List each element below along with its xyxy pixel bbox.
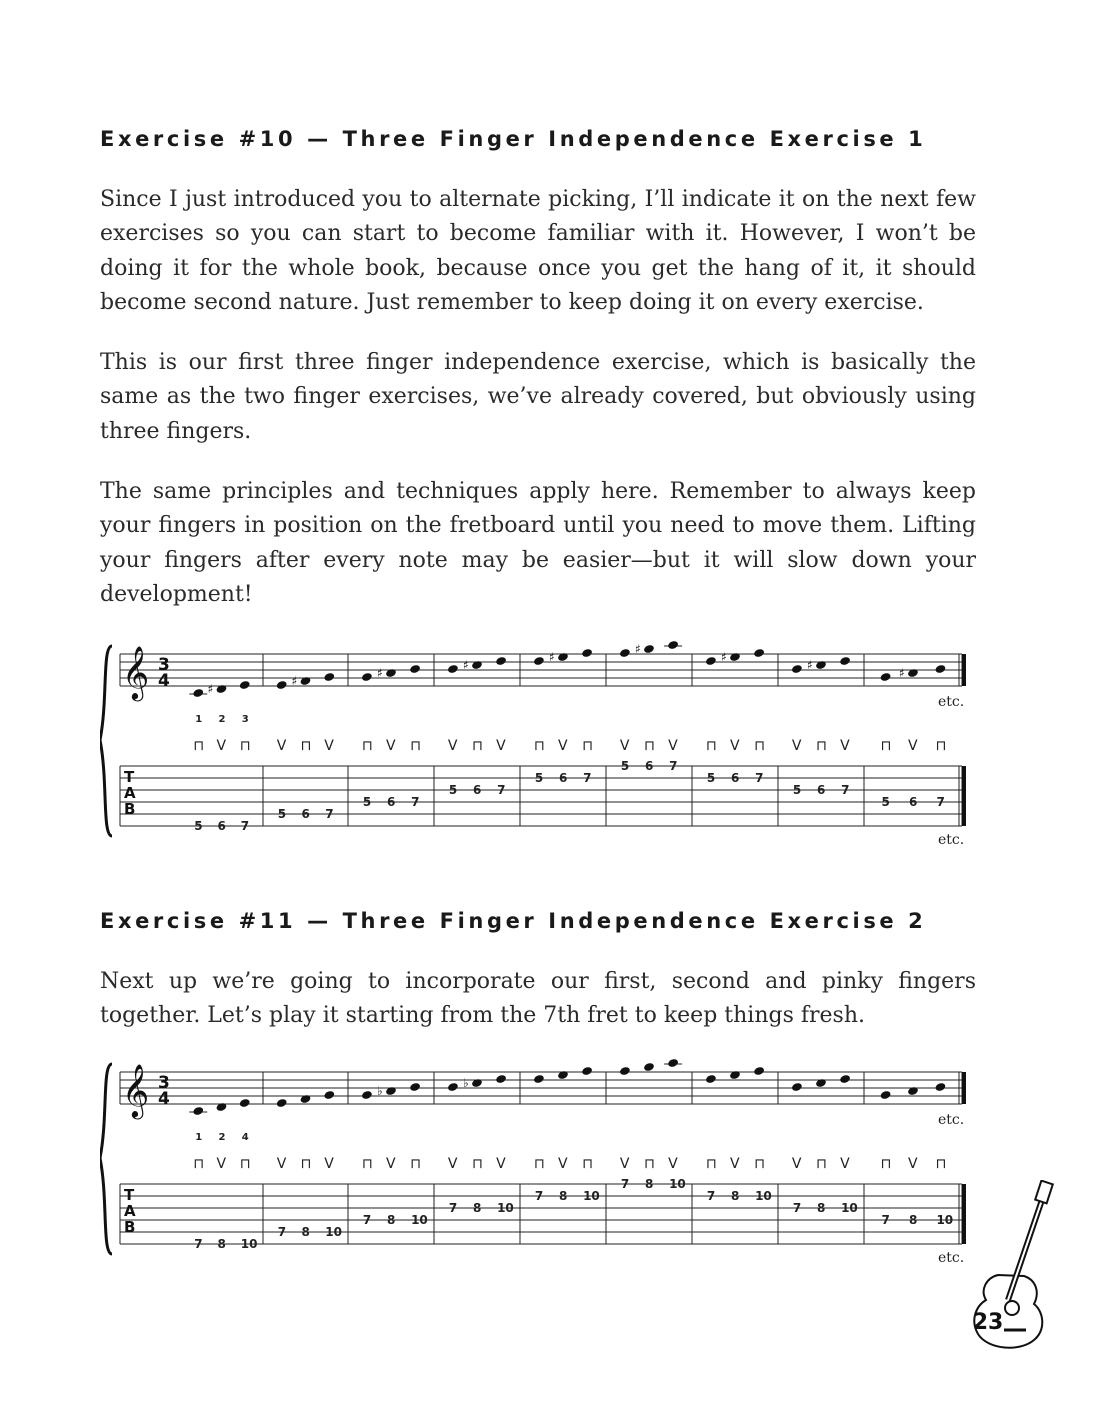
notehead bbox=[753, 1066, 765, 1076]
downstroke-mark: ⊓ bbox=[816, 738, 827, 754]
downstroke-mark: ⊓ bbox=[705, 738, 717, 754]
tab-label-a: A bbox=[124, 784, 136, 802]
notehead bbox=[276, 1098, 288, 1108]
downstroke-mark: ⊓ bbox=[754, 738, 766, 754]
exercise-11-notation bbox=[100, 1058, 980, 1272]
tab-fret-number: 8 bbox=[301, 1225, 310, 1239]
notehead bbox=[216, 1102, 228, 1112]
tab-fret-number: 7 bbox=[583, 771, 592, 785]
exercise-10-paragraph-1: Since I just introduced you to alternate picking, I’ll indicate it on the next few exercises so you can start to become familiar with it. However, I won’t be doing it for the whole book, because once you get the hang of it, it should become second nature. Just remember to keep doing it on every exercise. bbox=[100, 187, 976, 316]
notehead bbox=[300, 1094, 312, 1104]
tab-fret-number: 7 bbox=[448, 1201, 458, 1215]
time-signature-bottom: 4 bbox=[158, 1089, 170, 1109]
upstroke-mark: V bbox=[447, 1156, 458, 1172]
upstroke-mark: V bbox=[730, 1156, 740, 1172]
tab-fret-number: 7 bbox=[277, 1225, 287, 1239]
notehead bbox=[880, 1090, 892, 1100]
downstroke-mark: ⊓ bbox=[935, 1156, 947, 1172]
time-signature-bottom: 4 bbox=[158, 671, 170, 691]
exercise-10-notation bbox=[100, 640, 980, 854]
fingering-number: 1 bbox=[195, 1132, 203, 1143]
tab-fret-number: 10 bbox=[936, 1213, 954, 1227]
notehead bbox=[619, 648, 631, 658]
sharp-sign: ♯ bbox=[635, 642, 641, 656]
page-number: 23 bbox=[972, 1310, 1004, 1335]
notehead bbox=[533, 656, 545, 666]
tab-fret-number: 6 bbox=[817, 783, 826, 797]
downstroke-mark: ⊓ bbox=[816, 1156, 827, 1172]
notehead bbox=[361, 1090, 373, 1100]
sharp-sign: ♯ bbox=[291, 674, 298, 688]
fingering-number: 2 bbox=[218, 714, 226, 725]
downstroke-mark: ⊓ bbox=[300, 738, 312, 754]
notehead bbox=[385, 1086, 397, 1096]
notehead bbox=[361, 672, 373, 682]
notehead bbox=[880, 672, 892, 682]
tab-fret-number: 8 bbox=[559, 1189, 568, 1203]
downstroke-mark: ⊓ bbox=[533, 738, 545, 754]
final-tab-barline-thick bbox=[962, 766, 966, 826]
downstroke-mark: ⊓ bbox=[410, 1156, 422, 1172]
upstroke-mark: V bbox=[276, 738, 287, 754]
tab-fret-number: 10 bbox=[755, 1189, 772, 1203]
tab-fret-number: 6 bbox=[301, 807, 310, 821]
notehead bbox=[581, 648, 593, 658]
notehead bbox=[323, 672, 335, 682]
sharp-sign: ♯ bbox=[721, 650, 727, 664]
downstroke-mark: ⊓ bbox=[361, 1156, 373, 1172]
notehead bbox=[667, 1058, 679, 1068]
tab-label-b: B bbox=[124, 800, 136, 818]
upstroke-mark: V bbox=[558, 738, 568, 754]
notehead bbox=[729, 1070, 741, 1080]
notehead bbox=[815, 660, 827, 670]
downstroke-mark: ⊓ bbox=[582, 1156, 594, 1172]
upstroke-mark: V bbox=[496, 1156, 506, 1172]
tab-fret-number: 6 bbox=[559, 771, 568, 785]
tab-fret-number: 5 bbox=[362, 795, 372, 809]
tab-fret-number: 8 bbox=[473, 1201, 482, 1215]
upstroke-mark: V bbox=[619, 738, 630, 754]
tab-fret-number: 6 bbox=[645, 759, 654, 773]
tab-fret-number: 6 bbox=[217, 819, 226, 833]
upstroke-mark: V bbox=[496, 738, 506, 754]
notehead bbox=[447, 1082, 459, 1092]
upstroke-mark: V bbox=[216, 1156, 227, 1172]
tab-fret-number: 6 bbox=[387, 795, 396, 809]
notehead bbox=[495, 656, 507, 666]
tab-fret-number: 7 bbox=[194, 1237, 203, 1251]
exercise-11-heading: Exercise #11 — Three Finger Independence Exercise 2 bbox=[100, 909, 927, 933]
tab-label-t: T bbox=[124, 1186, 135, 1204]
notehead bbox=[471, 1078, 483, 1088]
downstroke-mark: ⊓ bbox=[935, 738, 947, 754]
downstroke-mark: ⊓ bbox=[239, 738, 251, 754]
notehead bbox=[239, 1098, 251, 1108]
fingering-number: 3 bbox=[241, 714, 249, 725]
tab-fret-number: 5 bbox=[881, 795, 890, 809]
tab-fret-number: 6 bbox=[909, 795, 918, 809]
tab-fret-number: 10 bbox=[841, 1201, 858, 1215]
etc-label-staff: etc. bbox=[938, 694, 965, 710]
tab-fret-number: 8 bbox=[909, 1213, 918, 1227]
notehead bbox=[447, 664, 459, 674]
tab-fret-number: 8 bbox=[645, 1177, 654, 1191]
upstroke-mark: V bbox=[324, 738, 334, 754]
tab-fret-number: 10 bbox=[669, 1177, 686, 1191]
notehead bbox=[643, 1062, 655, 1072]
exercise-11-staff-and-tab bbox=[100, 1058, 980, 1268]
downstroke-mark: ⊓ bbox=[193, 738, 205, 754]
fingering-number: 2 bbox=[218, 1132, 226, 1143]
etc-label-staff: etc. bbox=[938, 1112, 965, 1128]
downstroke-mark: ⊓ bbox=[193, 1156, 205, 1172]
upstroke-mark: V bbox=[386, 1156, 396, 1172]
tab-fret-number: 5 bbox=[620, 759, 630, 773]
exercise-10-heading: Exercise #10 — Three Finger Independence Exercise 1 bbox=[100, 127, 927, 151]
tab-fret-number: 5 bbox=[277, 807, 287, 821]
upstroke-mark: V bbox=[324, 1156, 334, 1172]
tab-fret-number: 6 bbox=[731, 771, 740, 785]
tab-fret-number: 7 bbox=[792, 1201, 802, 1215]
final-barline-thick bbox=[962, 654, 966, 686]
sharp-sign: ♯ bbox=[207, 682, 214, 696]
sharp-sign: ♯ bbox=[899, 666, 905, 680]
flat-sign: ♭ bbox=[377, 1084, 383, 1098]
tab-fret-number: 8 bbox=[731, 1189, 740, 1203]
upstroke-mark: V bbox=[791, 1156, 802, 1172]
tab-fret-number: 10 bbox=[325, 1225, 343, 1239]
treble-clef: 𝄞 bbox=[122, 1063, 150, 1117]
tab-label-t: T bbox=[124, 768, 135, 786]
notehead bbox=[239, 680, 251, 690]
notehead bbox=[192, 1106, 204, 1116]
upstroke-mark: V bbox=[730, 738, 740, 754]
exercise-10-paragraph-3: The same principles and techniques apply here. Remember to always keep your fingers in position on the fretboard until you need to move them. Lifting your fingers after every note may be easier—but it will slow down your development! bbox=[100, 479, 976, 608]
notehead bbox=[409, 664, 421, 674]
notehead bbox=[323, 1090, 335, 1100]
notehead bbox=[839, 1074, 851, 1084]
notehead bbox=[753, 648, 765, 658]
notehead bbox=[815, 1078, 827, 1088]
notehead bbox=[533, 1074, 545, 1084]
upstroke-mark: V bbox=[619, 1156, 630, 1172]
tab-fret-number: 8 bbox=[387, 1213, 396, 1227]
notehead bbox=[557, 1070, 569, 1080]
tab-fret-number: 5 bbox=[194, 819, 203, 833]
downstroke-mark: ⊓ bbox=[880, 1156, 892, 1172]
upstroke-mark: V bbox=[276, 1156, 287, 1172]
upstroke-mark: V bbox=[908, 1156, 918, 1172]
upstroke-mark: V bbox=[908, 738, 918, 754]
tab-fret-number: 7 bbox=[841, 783, 850, 797]
upstroke-mark: V bbox=[840, 738, 850, 754]
notehead bbox=[705, 656, 717, 666]
sharp-sign: ♯ bbox=[549, 650, 555, 664]
notehead bbox=[300, 676, 312, 686]
tab-fret-number: 7 bbox=[620, 1177, 630, 1191]
tab-fret-number: 5 bbox=[792, 783, 802, 797]
tab-fret-number: 8 bbox=[217, 1237, 226, 1251]
exercise-10-staff-and-tab bbox=[100, 640, 980, 850]
notehead bbox=[935, 1082, 947, 1092]
tab-fret-number: 7 bbox=[325, 807, 334, 821]
notehead bbox=[409, 1082, 421, 1092]
notehead bbox=[495, 1074, 507, 1084]
tab-fret-number: 7 bbox=[497, 783, 506, 797]
downstroke-mark: ⊓ bbox=[472, 738, 483, 754]
etc-label-tab: etc. bbox=[938, 832, 965, 848]
upstroke-mark: V bbox=[216, 738, 227, 754]
tab-fret-number: 7 bbox=[362, 1213, 372, 1227]
downstroke-mark: ⊓ bbox=[410, 738, 422, 754]
tab-fret-number: 7 bbox=[755, 771, 764, 785]
downstroke-mark: ⊓ bbox=[533, 1156, 545, 1172]
tab-label-b: B bbox=[124, 1218, 136, 1236]
etc-label-tab: etc. bbox=[938, 1250, 965, 1266]
tab-fret-number: 8 bbox=[817, 1201, 826, 1215]
tab-label-a: A bbox=[124, 1202, 136, 1220]
tab-fret-number: 10 bbox=[411, 1213, 428, 1227]
tab-fret-number: 7 bbox=[706, 1189, 716, 1203]
fingering-number: 4 bbox=[241, 1132, 249, 1143]
downstroke-mark: ⊓ bbox=[361, 738, 373, 754]
notehead bbox=[667, 640, 679, 650]
notehead bbox=[935, 664, 947, 674]
tab-fret-number: 7 bbox=[240, 819, 250, 833]
upstroke-mark: V bbox=[668, 1156, 678, 1172]
tab-fret-number: 5 bbox=[534, 771, 544, 785]
downstroke-mark: ⊓ bbox=[300, 1156, 312, 1172]
notehead bbox=[907, 668, 919, 678]
system-brace bbox=[100, 646, 112, 836]
upstroke-mark: V bbox=[447, 738, 458, 754]
treble-clef: 𝄞 bbox=[122, 645, 150, 699]
tab-fret-number: 5 bbox=[448, 783, 458, 797]
notehead bbox=[619, 1066, 631, 1076]
notehead bbox=[581, 1066, 593, 1076]
upstroke-mark: V bbox=[558, 1156, 568, 1172]
notehead bbox=[705, 1074, 717, 1084]
notehead bbox=[643, 644, 655, 654]
time-signature-top: 3 bbox=[158, 1073, 170, 1093]
notehead bbox=[276, 680, 288, 690]
tab-fret-number: 10 bbox=[240, 1237, 258, 1251]
upstroke-mark: V bbox=[840, 1156, 850, 1172]
sharp-sign: ♯ bbox=[463, 658, 469, 672]
fingering-number: 1 bbox=[195, 714, 203, 725]
notehead bbox=[471, 660, 483, 670]
tab-fret-number: 10 bbox=[583, 1189, 600, 1203]
downstroke-mark: ⊓ bbox=[880, 738, 892, 754]
time-signature-top: 3 bbox=[158, 655, 170, 675]
upstroke-mark: V bbox=[386, 738, 396, 754]
tab-fret-number: 7 bbox=[936, 795, 945, 809]
notehead bbox=[385, 668, 397, 678]
tab-fret-number: 7 bbox=[411, 795, 420, 809]
tab-fret-number: 10 bbox=[497, 1201, 514, 1215]
downstroke-mark: ⊓ bbox=[754, 1156, 766, 1172]
notehead bbox=[216, 684, 228, 694]
downstroke-mark: ⊓ bbox=[239, 1156, 251, 1172]
system-brace bbox=[100, 1064, 112, 1254]
downstroke-mark: ⊓ bbox=[705, 1156, 717, 1172]
tab-fret-number: 7 bbox=[881, 1213, 890, 1227]
exercise-11-paragraph: Next up we’re going to incorporate our first, second and pinky fingers together. Let’s play it starting from the 7th fret to keep things fresh. bbox=[100, 969, 976, 1029]
flat-sign: ♭ bbox=[463, 1076, 469, 1090]
notehead bbox=[839, 656, 851, 666]
upstroke-mark: V bbox=[791, 738, 802, 754]
downstroke-mark: ⊓ bbox=[582, 738, 594, 754]
exercise-10-paragraph-2: This is our first three finger independence exercise, which is basically the same as the two finger exercises, we’ve already covered, but obviously using three fingers. bbox=[100, 350, 976, 444]
upstroke-mark: V bbox=[668, 738, 678, 754]
downstroke-mark: ⊓ bbox=[644, 1156, 655, 1172]
sharp-sign: ♯ bbox=[377, 666, 383, 680]
tab-fret-number: 7 bbox=[669, 759, 678, 773]
tab-fret-number: 5 bbox=[706, 771, 716, 785]
notehead bbox=[729, 652, 741, 662]
notehead bbox=[791, 664, 803, 674]
final-barline-thick bbox=[962, 1072, 966, 1104]
notehead bbox=[192, 688, 204, 698]
tab-fret-number: 7 bbox=[534, 1189, 544, 1203]
tab-fret-number: 6 bbox=[473, 783, 482, 797]
notehead bbox=[907, 1086, 919, 1096]
downstroke-mark: ⊓ bbox=[644, 738, 655, 754]
notehead bbox=[557, 652, 569, 662]
downstroke-mark: ⊓ bbox=[472, 1156, 483, 1172]
notehead bbox=[791, 1082, 803, 1092]
sharp-sign: ♯ bbox=[807, 658, 813, 672]
